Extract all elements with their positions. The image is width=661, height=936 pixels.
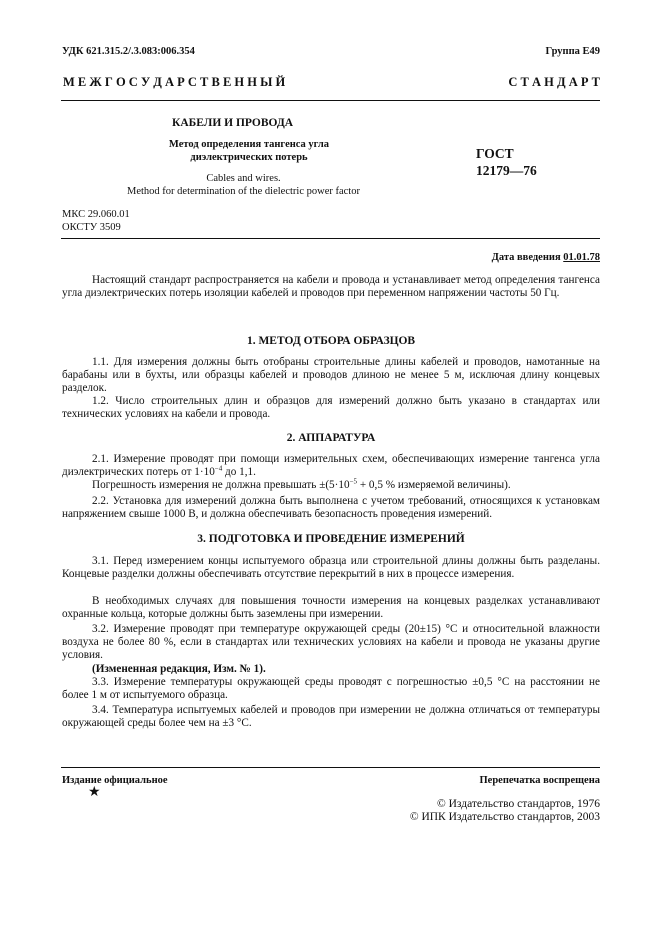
paragraph-2-2 (62, 495, 600, 521)
paragraph-1-2-text: 1.2. Число строительных длин и образцов для измерений должно быть указано в стандартах или технических условиях на кабели и провода. (62, 395, 600, 420)
bottom-divider (61, 767, 600, 768)
paragraph-3-1-rings-text: В необходимых случаях для повышения точности измерения на концевых разделках устанавливают охранные кольца, которые должны быть заземлены при измерении. (62, 595, 600, 620)
reprint-prohibited-label: Перепечатка воспрещена (479, 775, 600, 786)
gost-label: ГОСТ (476, 146, 514, 161)
paragraph-1-1-text: 1.1. Для измерения должны быть отобраны строительные длины кабелей и проводов, намотанные на барабаны или в бухты, или образцы кабелей и проводов длиною не менее 5 м, исключая длину концевых разделок. (62, 356, 600, 394)
mks-code: МКС 29.060.01 (62, 209, 130, 220)
intro-paragraph (62, 274, 600, 300)
classification-codes (62, 209, 130, 234)
paragraph-3-1-text: 3.1. Перед измерением концы испытуемого образца или строительной длины должны быть разделаны. Концевые разделки должны обеспечивать отсутствие перекрытий в них в процессе измерения. (62, 555, 600, 580)
gost-number (476, 145, 537, 179)
accuracy-exponent: −5 (349, 477, 358, 486)
paragraph-2-2-text: 2.2. Установка для измерений должна быть выполнена с учетом требований, относящихся к установкам напряжением свыше 1000 В, и должна обеспечивать безопасность проведения измерений. (62, 495, 600, 520)
paragraph-2-1-accuracy (62, 479, 600, 492)
amendment-note (62, 663, 600, 676)
paragraph-2-1 (62, 453, 600, 479)
middle-divider (61, 238, 600, 239)
standard-type-heading-right: С Т А Н Д А Р Т (508, 75, 600, 89)
effective-date-label: Дата введения (491, 252, 561, 263)
section-3-title: 3. ПОДГОТОВКА И ПРОВЕДЕНИЕ ИЗМЕРЕНИЙ (197, 533, 465, 545)
copyright-block (410, 798, 600, 824)
paragraph-3-1-rings (62, 595, 600, 621)
section-1-title: 1. МЕТОД ОТБОРА ОБРАЗЦОВ (246, 335, 416, 347)
star-icon: ★ (88, 785, 101, 800)
subtitle-line-1: Метод определения тангенса угла (168, 139, 330, 150)
paragraph-3-2 (62, 623, 600, 662)
paragraph-3-4 (62, 704, 600, 730)
amendment-note-text: (Измененная редакция, Изм. № 1). (92, 663, 266, 675)
subtitle-line-2: диэлектрических потерь (190, 151, 308, 163)
english-title (60, 173, 427, 198)
effective-date-value: 01.01.78 (563, 252, 600, 263)
paragraph-2-1-text: 2.1. Измерение проводят при помощи измерительных схем, обеспечивающих измерение тангенса угла диэлектрических потерь от 1·10 (62, 453, 600, 478)
document-subtitle (149, 139, 349, 164)
paragraph-2-1-text-end: до 1,1. (222, 466, 256, 478)
english-title-line-2: Method for determination of the dielectric power factor (127, 185, 360, 197)
paragraph-3-3-text: 3.3. Измерение температуры окружающей среды проводят с погрешностью ±0,5 °С на расстоянии не более 1 м от испытуемого образца. (62, 676, 600, 701)
accuracy-text-end: + 0,5 % измеряемой величины). (357, 479, 511, 491)
paragraph-3-1 (62, 555, 600, 581)
standard-type-heading-left: М Е Ж Г О С У Д А Р С Т В Е Н Н Ы Й (63, 75, 286, 89)
intro-text: Настоящий стандарт распространяется на кабели и провода и устанавливает метод определения тангенса угла диэлектрических потерь изоляции кабелей и проводов при переменном напряжении частоты 50 Гц. (62, 274, 600, 299)
paragraph-1-1 (62, 356, 600, 395)
official-edition-label: Издание официальное (62, 775, 168, 786)
copyright-1976: © Издательство стандартов, 1976 (436, 798, 600, 810)
paragraph-3-4-text: 3.4. Температура испытуемых кабелей и проводов при измерении не должна отличаться от температуры окружающей среды более чем на ±3 °С. (62, 704, 600, 729)
english-title-line-1: Cables and wires. (206, 173, 281, 184)
udk-code: УДК 621.315.2/.3.083:006.354 (62, 46, 195, 57)
top-divider (61, 100, 600, 101)
group-code: Группа Е49 (545, 46, 600, 57)
document-title: КАБЕЛИ И ПРОВОДА (172, 117, 294, 129)
paragraph-2-1-exponent: −4 (214, 464, 223, 473)
paragraph-3-3 (62, 676, 600, 702)
paragraph-1-2 (62, 395, 600, 421)
gost-code: 12179—76 (476, 163, 537, 178)
okstu-code: ОКСТУ 3509 (62, 221, 121, 233)
section-2-title: 2. АППАРАТУРА (286, 432, 376, 444)
accuracy-text: Погрешность измерения не должна превышать ±(5·10 (92, 479, 350, 491)
effective-date (492, 251, 600, 264)
paragraph-3-2-text: 3.2. Измерение проводят при температуре окружающей среды (20±15) °С и относительной влажности воздуха не более 80 %, если в стандартах или технических условиях на кабели и провода не указаны другие условия. (62, 623, 600, 661)
copyright-2003: © ИПК Издательство стандартов, 2003 (409, 811, 600, 823)
